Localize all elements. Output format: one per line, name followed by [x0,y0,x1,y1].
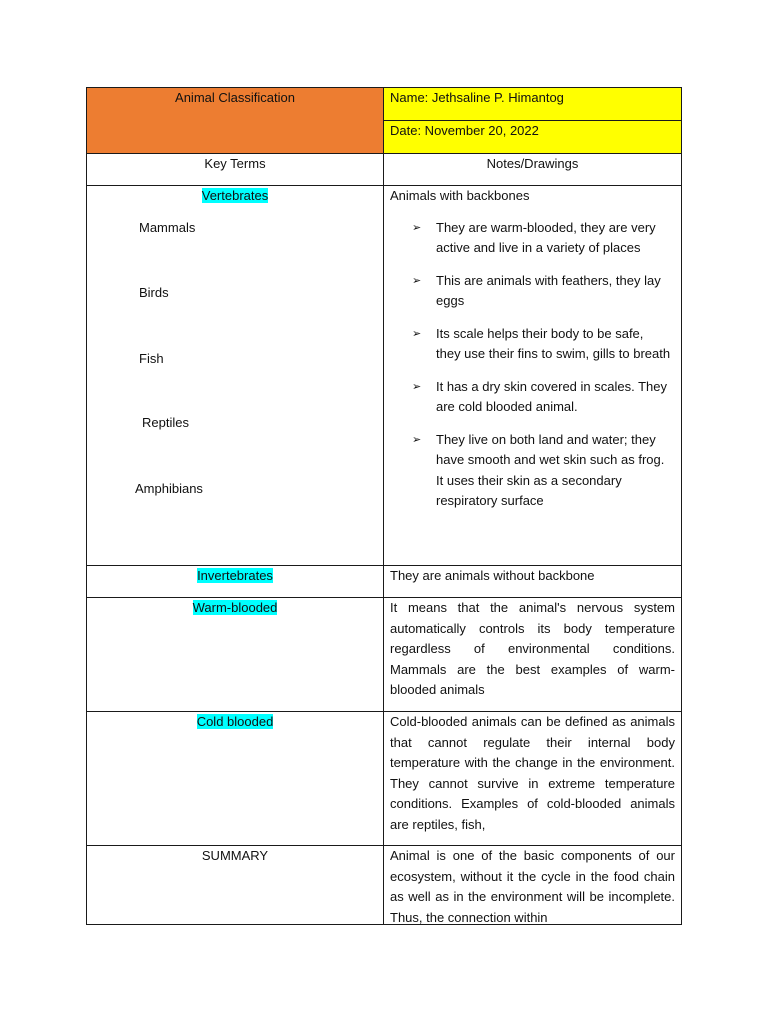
date-cell [384,121,682,154]
note-birds: This are animals with feathers, they lay eggs [436,272,661,308]
note-amphibians: They live on both land and water; they have smooth and wet skin such as frog. It uses their skin as a secondary respiratory surface [436,431,665,508]
vertebrates-notes-list [390,218,675,512]
invertebrates-note-cell [384,566,682,598]
warm-blooded-term: Warm-blooded [192,600,278,615]
summary-note-cell [384,846,682,925]
cold-blooded-note: Cold-blooded animals can be defined as animals that cannot regulate their internal body temperature with the change in the environment. They cannot survive in extreme temperature conditions. Examples of cold-blooded animals are reptiles, fish, [390,714,675,832]
arrow-bullet-icon: ➢ [412,380,422,393]
warm-blooded-note: It means that the animal's nervous system automatically controls its body temperature regardless of environmental conditions. Mammals are the best examples of warm-blooded animals [390,600,675,697]
list-item [390,271,675,312]
vertebrates-term: Vertebrates [201,188,269,203]
invertebrates-row [87,566,682,598]
note-mammals: They are warm-blooded, they are very active and live in a variety of places [436,219,656,255]
list-item [390,324,675,365]
notes-label: Notes/Drawings [486,156,579,171]
key-terms-label: Key Terms [204,156,266,171]
warm-blooded-note-cell [384,598,682,712]
key-terms-header [87,154,384,186]
column-header-row [87,154,682,186]
summary-term: SUMMARY [201,848,269,863]
arrow-bullet-icon: ➢ [412,221,422,234]
cornell-notes-table [86,87,682,925]
list-item [390,430,675,512]
vertebrates-notes-cell [384,186,682,566]
invertebrates-term-cell [87,566,384,598]
name-cell [384,88,682,121]
document-date: Date: November 20, 2022 [390,123,539,138]
summary-term-cell [87,846,384,925]
document-title: Animal Classification [175,90,295,105]
arrow-bullet-icon: ➢ [412,327,422,340]
vertebrates-row [87,186,682,566]
summary-note: Animal is one of the basic components of our ecosystem, without it the cycle in the food chain as well as in the environment will be incomplete. Thus, the connection within [390,848,675,924]
arrow-bullet-icon: ➢ [412,274,422,287]
vertebrates-terms-cell [87,186,384,566]
sub-term-reptiles: Reptiles [142,415,189,430]
summary-row [87,846,682,925]
cold-blooded-row [87,712,682,846]
warm-blooded-term-cell [87,598,384,712]
warm-blooded-row [87,598,682,712]
invertebrates-note: They are animals without backbone [390,568,595,583]
sub-term-fish: Fish [139,351,164,366]
note-reptiles: It has a dry skin covered in scales. They are cold blooded animal. [436,378,667,414]
title-cell [87,88,384,154]
vertebrates-intro: Animals with backbones [390,188,530,203]
notes-header [384,154,682,186]
list-item [390,377,675,418]
sub-term-mammals: Mammals [139,220,196,235]
cold-blooded-term: Cold blooded [196,714,274,729]
sub-term-birds: Birds [139,285,169,300]
arrow-bullet-icon: ➢ [412,433,422,446]
list-item [390,218,675,259]
cold-blooded-term-cell [87,712,384,846]
student-name: Name: Jethsaline P. Himantog [390,90,564,105]
note-fish: Its scale helps their body to be safe, they use their fins to swim, gills to breath [436,325,671,361]
header-row-name [87,88,682,121]
invertebrates-term: Invertebrates [197,568,273,583]
cold-blooded-note-cell [384,712,682,846]
sub-term-amphibians: Amphibians [135,481,203,496]
